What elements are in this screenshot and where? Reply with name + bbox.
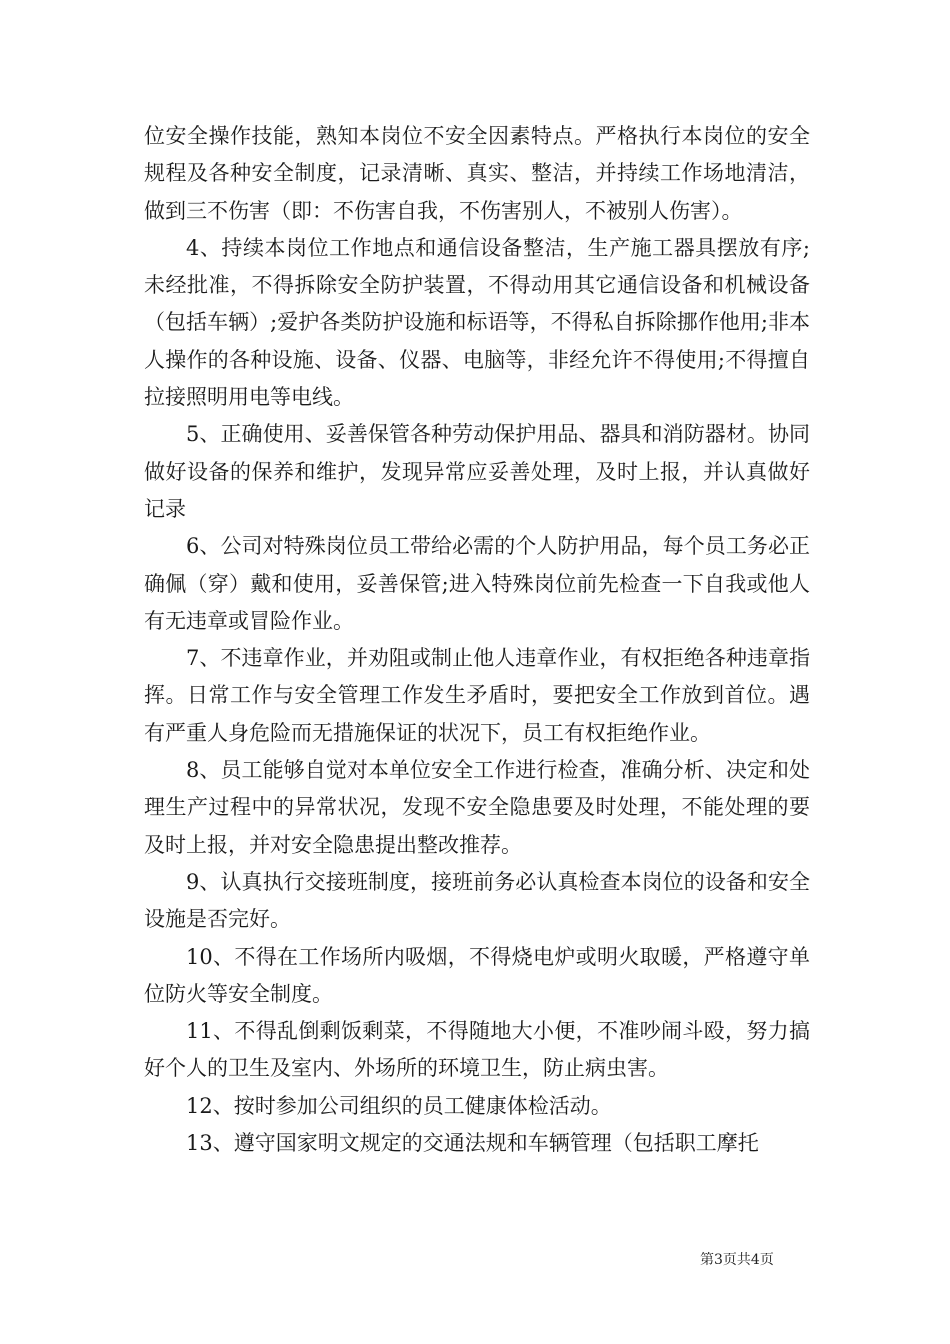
paragraph: 4、持续本岗位工作地点和通信设备整洁，生产施工器具摆放有序;未经批准，不得拆除安全防护装置，不得动用其它通信设备和机械设备（包括车辆）;爱护各类防护设施和标语等，不得私自拆除挪作他用;非本人操作的各种设施、设备、仪器、电脑等，非经允许不得使用;不得擅自拉接照明用电等电线。 xyxy=(144,235,810,410)
paragraph: 12、按时参加公司组织的员工健康体检活动。 xyxy=(186,1093,612,1118)
paragraph: 11、不得乱倒剩饭剩菜，不得随地大小便，不准吵闹斗殴，努力搞好个人的卫生及室内、外场所的环境卫生，防止病虫害。 xyxy=(144,1019,810,1081)
paragraph: 8、员工能够自觉对本单位安全工作进行检查，准确分析、决定和处理生产过程中的异常状况，发现不安全隐患要及时处理，不能处理的要及时上报，并对安全隐患提出整改推荐。 xyxy=(144,758,810,857)
page-number-footer: 第3页共4页 xyxy=(700,1252,774,1268)
paragraph: 7、不违章作业，并劝阻或制止他人违章作业，有权拒绝各种违章指挥。日常工作与安全管理工作发生矛盾时，要把安全工作放到首位。遇有严重人身危险而无措施保证的状况下，员工有权拒绝作业。 xyxy=(144,646,810,745)
paragraph: 9、认真执行交接班制度，接班前务必认真检查本岗位的设备和安全设施是否完好。 xyxy=(144,869,810,932)
paragraph: 5、正确使用、妥善保管各种劳动保护用品、器具和消防器材。协同做好设备的保养和维护，发现异常应妥善处理，及时上报，并认真做好记录 xyxy=(144,422,810,521)
paragraph: 6、公司对特殊岗位员工带给必需的个人防护用品，每个员工务必正确佩（穿）戴和使用，妥善保管;进入特殊岗位前先检查一下自我或他人有无违章或冒险作业。 xyxy=(144,534,810,633)
paragraph: 13、遵守国家明文规定的交通法规和车辆管理（包括职工摩托 xyxy=(186,1131,759,1156)
document-body xyxy=(144,118,810,1162)
paragraph: 10、不得在工作场所内吸烟，不得烧电炉或明火取暖，严格遵守单位防火等安全制度。 xyxy=(144,944,810,1006)
paragraph: 位安全操作技能，熟知本岗位不安全因素特点。严格执行本岗位的安全规程及各种安全制度，记录清晰、真实、整洁，并持续工作场地清洁，做到三不伤害（即：不伤害自我，不伤害别人，不被别人伤害）。 xyxy=(144,124,810,223)
